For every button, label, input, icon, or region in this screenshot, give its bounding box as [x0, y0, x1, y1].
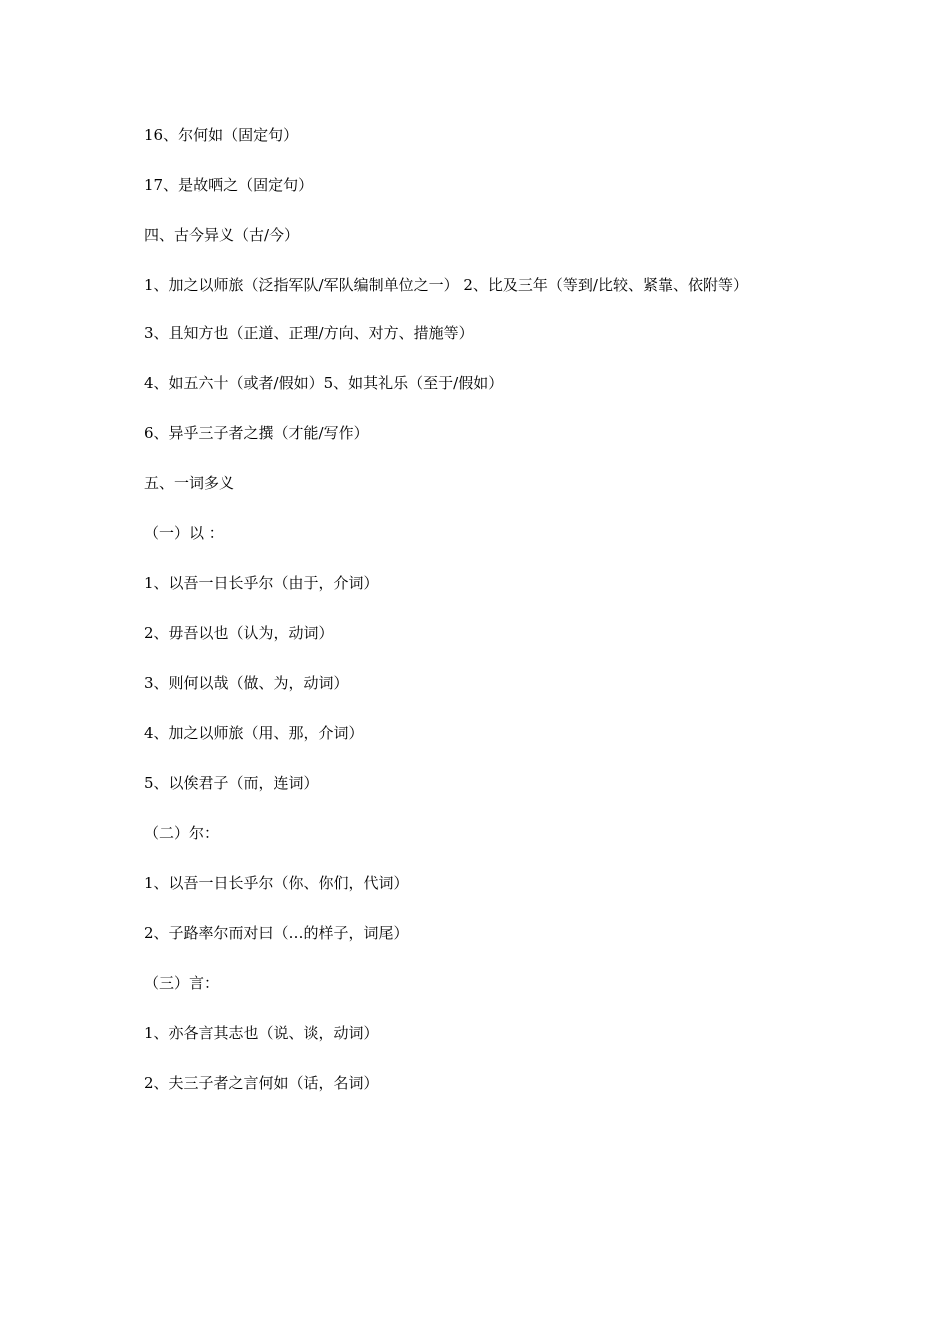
- text-line: 3、且知方也（正道、正理/方向、对方、措施等）: [144, 324, 474, 342]
- text-line: 3、则何以哉（做、为，动词）: [144, 674, 349, 692]
- text-line: 5、以俟君子（而，连词）: [144, 774, 319, 792]
- text-line: 2、夫三子者之言何如（话，名词）: [144, 1074, 379, 1092]
- text-line: 1、以吾一日长乎尔（你、你们，代词）: [144, 874, 409, 892]
- text-line: 1、亦各言其志也（说、谈，动词）: [144, 1024, 379, 1042]
- text-line: 1、加之以师旅（泛指军队/军队编制单位之一） 2、比及三年（等到/比较、紧靠、依附等）: [144, 276, 748, 294]
- text-line: 2、毋吾以也（认为，动词）: [144, 624, 334, 642]
- section-heading: 五、一词多义: [144, 474, 235, 492]
- section-heading: 四、古今异义（古/今）: [144, 226, 300, 244]
- text-line: 6、异乎三子者之撰（才能/写作）: [144, 424, 369, 442]
- text-line: 1、以吾一日长乎尔（由于，介词）: [144, 574, 379, 592]
- subsection-heading: （一）以 ：: [144, 524, 224, 542]
- subsection-heading: （三）言：: [144, 974, 220, 992]
- subsection-heading: （二）尔：: [144, 824, 220, 842]
- document-body: [144, 124, 814, 1122]
- text-line: 2、子路率尔而对曰（…的样子，词尾）: [144, 924, 409, 942]
- text-line: 16、尔何如（固定句）: [144, 126, 299, 144]
- text-line: 4、加之以师旅（用、那，介词）: [144, 724, 364, 742]
- text-line: 4、如五六十（或者/假如）5、如其礼乐（至于/假如）: [144, 374, 504, 392]
- text-line: 17、是故哂之（固定句）: [144, 176, 314, 194]
